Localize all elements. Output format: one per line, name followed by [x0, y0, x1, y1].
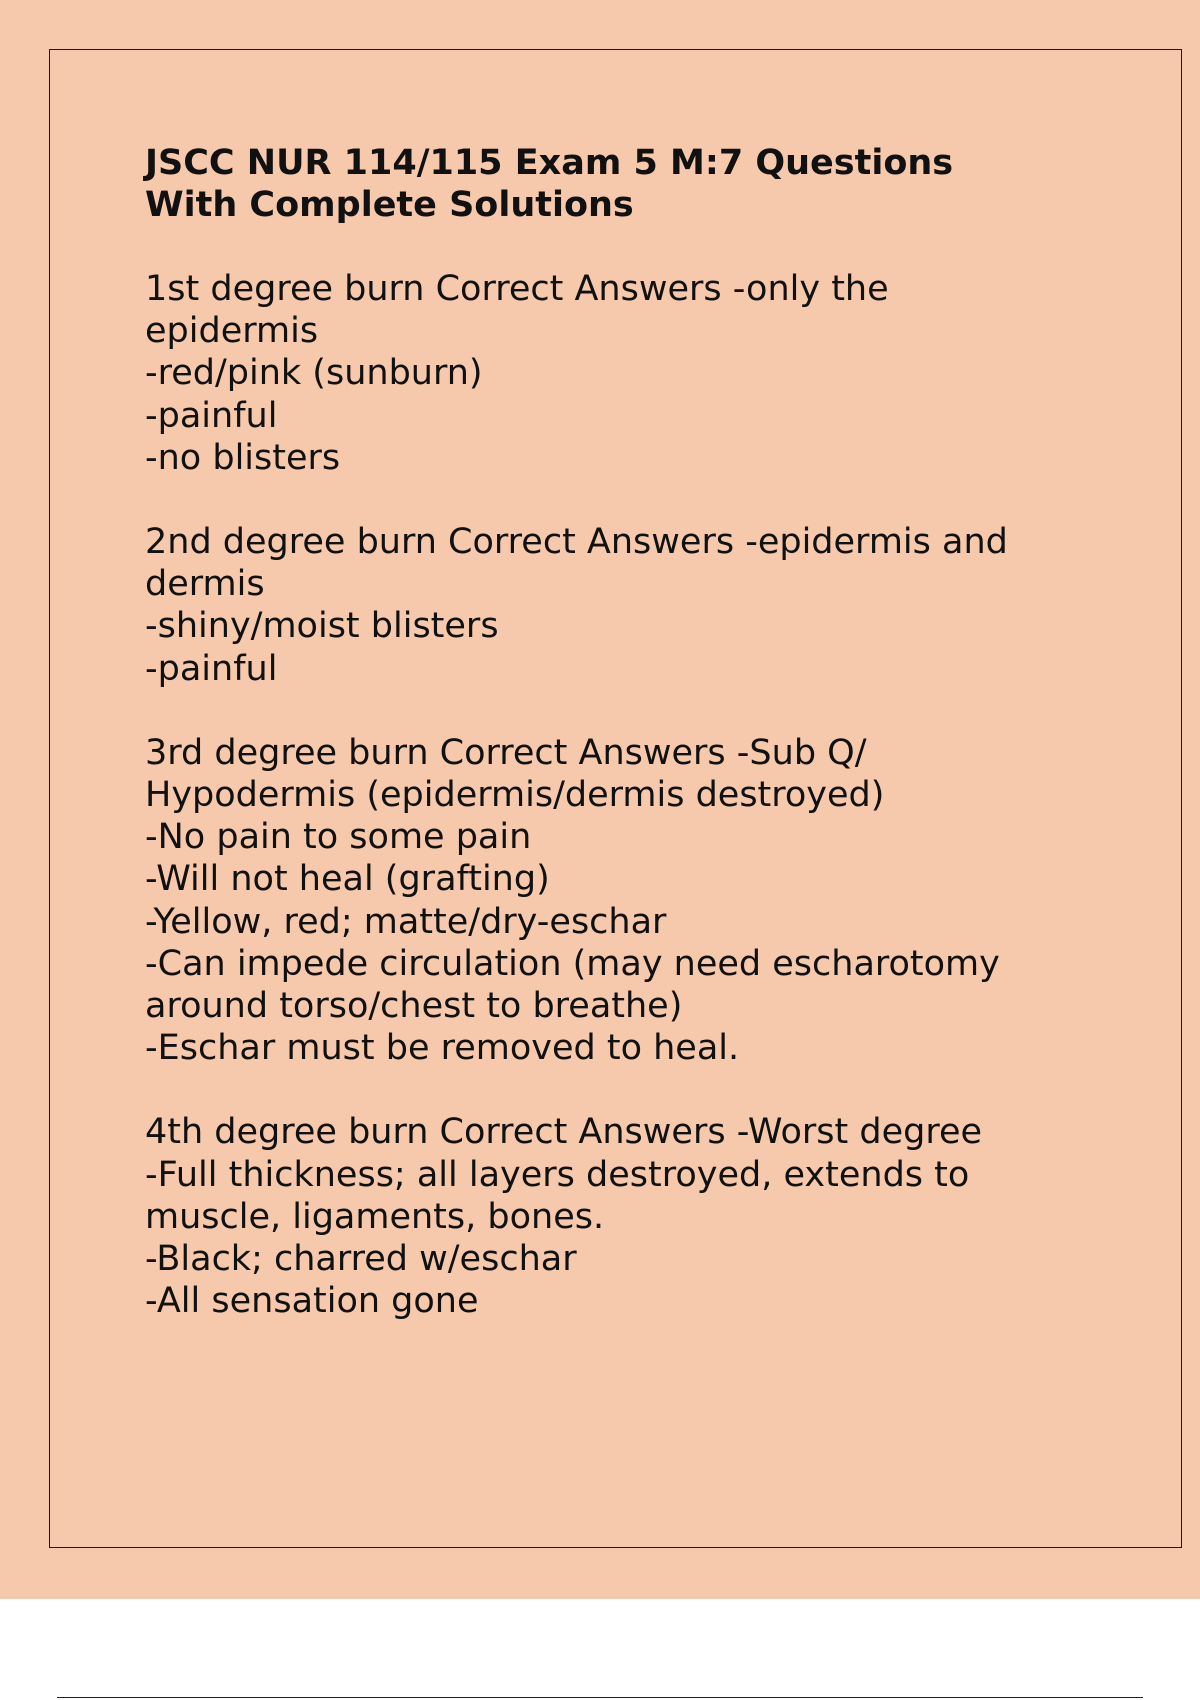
qa-entry-4th-degree: 4th degree burn Correct Answers -Worst degree -Full thickness; all layers destroyed, extends to muscle, ligaments, bones. -Black; charred w/eschar -All sensation gone — [145, 1112, 983, 1322]
document-title: JSCC NUR 114/115 Exam 5 M:7 Questions With Complete Solutions — [145, 143, 954, 225]
footer-divider — [57, 1697, 1143, 1698]
document-body — [145, 142, 1085, 1322]
qa-entry-2nd-degree: 2nd degree burn Correct Answers -epidermis and dermis -shiny/moist blisters -painful — [145, 522, 1008, 689]
qa-entry-1st-degree: 1st degree burn Correct Answers -only the epidermis -red/pink (sunburn) -painful -no blisters — [145, 269, 889, 478]
qa-entry-3rd-degree: 3rd degree burn Correct Answers -Sub Q/ Hypodermis (epidermis/dermis destroyed) -No pain to some pain -Will not heal (grafting) -Yellow, red; matte/dry-eschar -Can impede circulation (may need escharotomy around torso/chest to breathe) -Eschar must be removed to heal. — [145, 732, 1000, 1069]
